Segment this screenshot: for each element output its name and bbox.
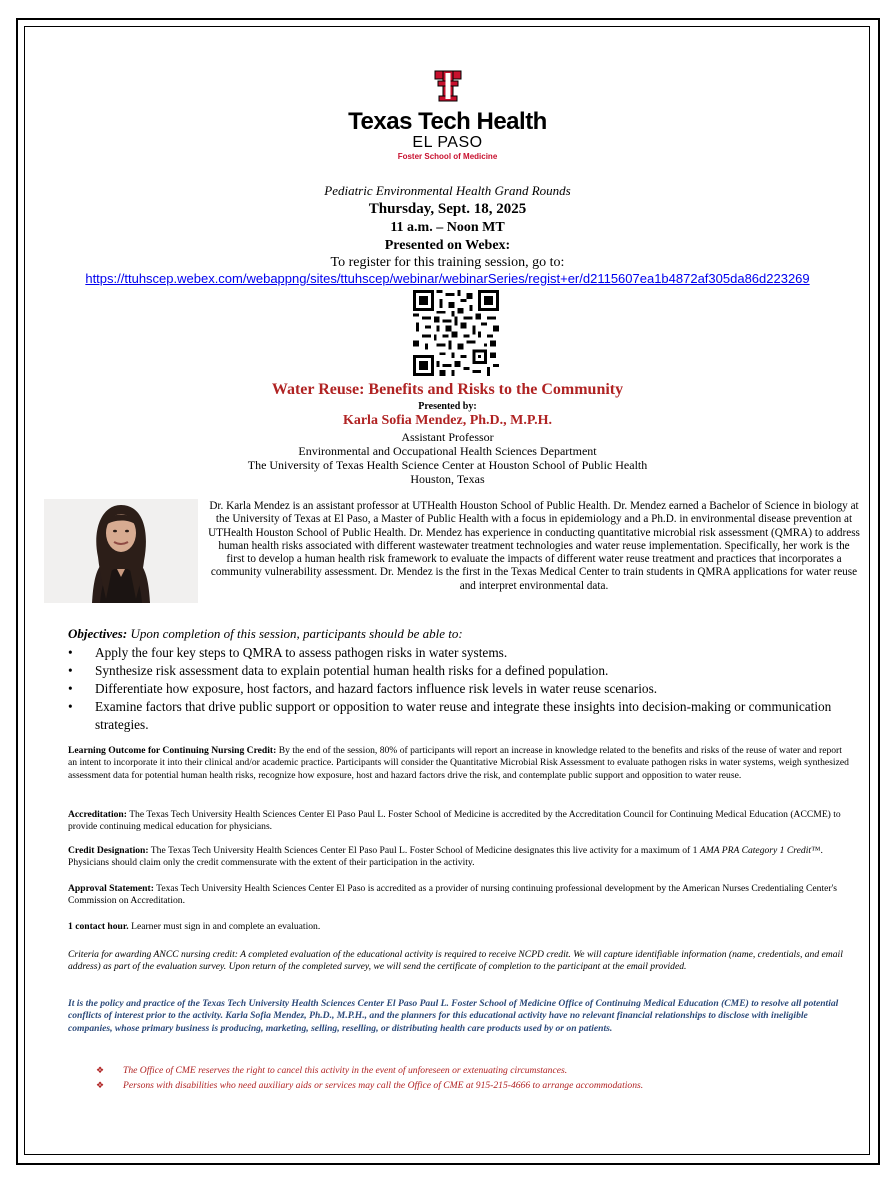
speaker-portrait-icon <box>44 499 198 603</box>
logo-location: EL PASO <box>412 134 483 151</box>
event-time: 11 a.m. – Noon MT <box>390 220 505 235</box>
objectives-label: Objectives: <box>68 626 128 641</box>
notices-list <box>96 1063 856 1093</box>
register-prompt: To register for this training session, go to: <box>330 255 565 270</box>
event-date: Thursday, Sept. 18, 2025 <box>368 201 527 217</box>
credit-designation-text-2: . Physicians should claim only the credit commensurate with the extent of their participation in the activity. <box>68 845 823 869</box>
objectives-heading <box>68 626 858 642</box>
speaker-photo <box>44 499 198 603</box>
credit-designation-text-1: The Texas Tech University Health Sciences Center El Paso Paul L. Foster School of Medicine designates this live activity for a maximum of 1 <box>148 845 700 856</box>
speaker-name: Karla Sofia Mendez, Ph.D., M.P.H. <box>342 413 553 428</box>
objective-item: • Examine factors that drive public support or opposition to water reuse and integrate these insights into decision-making or communication strategies. <box>68 698 858 734</box>
talk-title: Water Reuse: Benefits and Risks to the Community <box>271 381 624 398</box>
credit-designation <box>68 845 850 870</box>
approval-statement <box>68 883 850 908</box>
logo-name: Texas Tech Health <box>348 108 547 135</box>
objectives-section <box>68 626 858 734</box>
qr-code-icon[interactable] <box>413 290 499 376</box>
speaker-city: Houston, Texas <box>410 472 485 486</box>
contact-hour-text: Learner must sign in and complete an evaluation. <box>128 921 321 932</box>
accreditation-text: The Texas Tech University Health Sciences Center El Paso Paul L. Foster School of Medicine is accredited by the Accreditation Council for Continuing Medical Education (ACCME) to provide continuing medical education for physicians. <box>68 809 841 833</box>
objectives-list <box>68 644 858 734</box>
ancc-criteria: Criteria for awarding ANCC nursing credit: A completed evaluation of the educational activity is required to receive NCPD credit. We will capture identifiable information (name, credentials, and email address) as part of the evaluation survey. Upon return of the completed survey, we will send the certificate of completion to the participant at the email provided. <box>68 949 843 973</box>
approval-text: Texas Tech University Health Sciences Center El Paso is accredited as a provider of nursing continuing professional development by the American Nurses Credentialing Center's Commission on Accreditation. <box>68 883 838 907</box>
speaker-position: Assistant Professor <box>401 430 494 444</box>
contact-hour <box>68 921 850 933</box>
learning-outcome-text: By the end of the session, 80% of participants will report an increase in knowledge related to the benefits and risks of the reuse of water and report an intent to incorporate it into their clinical and/or academic practice. Participants will consider the Quantitative Microbial Risk Assessment to evaluate pathogen risks in water systems, weigh synthesized assessment data for potential human health risks, recognize how exposure, host and hazard factors drive the risk, and contemplate public support and opposition to water reuse. <box>68 745 849 781</box>
register-link[interactable]: https://ttuhscep.webex.com/webappng/sites/ttuhscep/webinar/webinarSeries/regist+er/d2115607ea1b4872af305da86d223269 <box>85 271 810 286</box>
credit-designation-label: Credit Designation: <box>68 845 149 856</box>
disclosure-policy: It is the policy and practice of the Texas Tech University Health Sciences Center El Paso Paul L. Foster School of Medicine Office of Continuing Medical Education (CME) to resolve all potential conflicts of interest prior to the activity. Karla Sofia Mendez, Ph.D., M.P.H., and the planners for this educational activity have no relevant financial relationships to disclose with ineligible companies, whose primary business is producing, marketing, selling, reselling, or distributing health care products used by or on patients. <box>68 998 839 1034</box>
notice-accommodations: ❖ Persons with disabilities who need auxiliary aids or services may call the Office of CME at 915-215-4666 to arrange accommodations. <box>96 1078 856 1093</box>
objective-item: • Differentiate how exposure, host factors, and hazard factors influence risk levels in water reuse scenarios. <box>68 680 858 698</box>
approval-label: Approval Statement: <box>68 883 154 894</box>
credit-designation-italic: AMA PRA Category 1 Credit™ <box>699 845 821 856</box>
event-series: Pediatric Environmental Health Grand Rounds <box>324 183 571 198</box>
objectives-intro: Upon completion of this session, participants should be able to: <box>127 626 463 641</box>
objective-item: • Synthesize risk assessment data to explain potential human health risks for a defined population. <box>68 662 858 680</box>
speaker-bio: Dr. Karla Mendez is an assistant professor at UTHealth Houston School of Public Health. Dr. Mendez earned a Bachelor of Science in biology at the University of Texas at El Paso, a Master of Public Health with a focus in epidemiology and a Ph.D. in environmental disease prevention at UTHealth Houston School of Public Health. Dr. Mendez has experience in conducting quantitative microbial risk assessment (QMRA) to address human health risks associated with different wastewater treatment technologies and water reuse implementation. Specifically, her work is the first to develop a human health risk framework to evaluate the impacts of different water reuse treatment and practices that incorporates a community vulnerability assessment. Dr. Mendez is the first in the Texas Medical Center to train students in QMRA applications for water reuse and interpret environmental data. <box>208 500 860 592</box>
presented-by-label: Presented by: <box>418 401 477 412</box>
learning-outcome <box>68 745 850 782</box>
double-t-logo-icon <box>434 70 462 102</box>
speaker-department: Environmental and Occupational Health Sciences Department <box>298 444 597 458</box>
notice-cancellation: ❖ The Office of CME reserves the right to cancel this activity in the event of unforeseen or extenuating circumstances. <box>96 1063 856 1078</box>
speaker-institution: The University of Texas Health Science Center at Houston School of Public Health <box>247 458 648 472</box>
accreditation-label: Accreditation: <box>68 809 127 820</box>
accreditation <box>68 809 850 834</box>
institution-logo <box>0 70 895 163</box>
objective-item: • Apply the four key steps to QMRA to assess pathogen risks in water systems. <box>68 644 858 662</box>
event-platform: Presented on Webex: <box>384 238 511 253</box>
contact-hour-label: 1 contact hour. <box>68 921 129 932</box>
logo-school: Foster School of Medicine <box>397 152 498 161</box>
learning-outcome-label: Learning Outcome for Continuing Nursing Credit: <box>68 745 277 756</box>
